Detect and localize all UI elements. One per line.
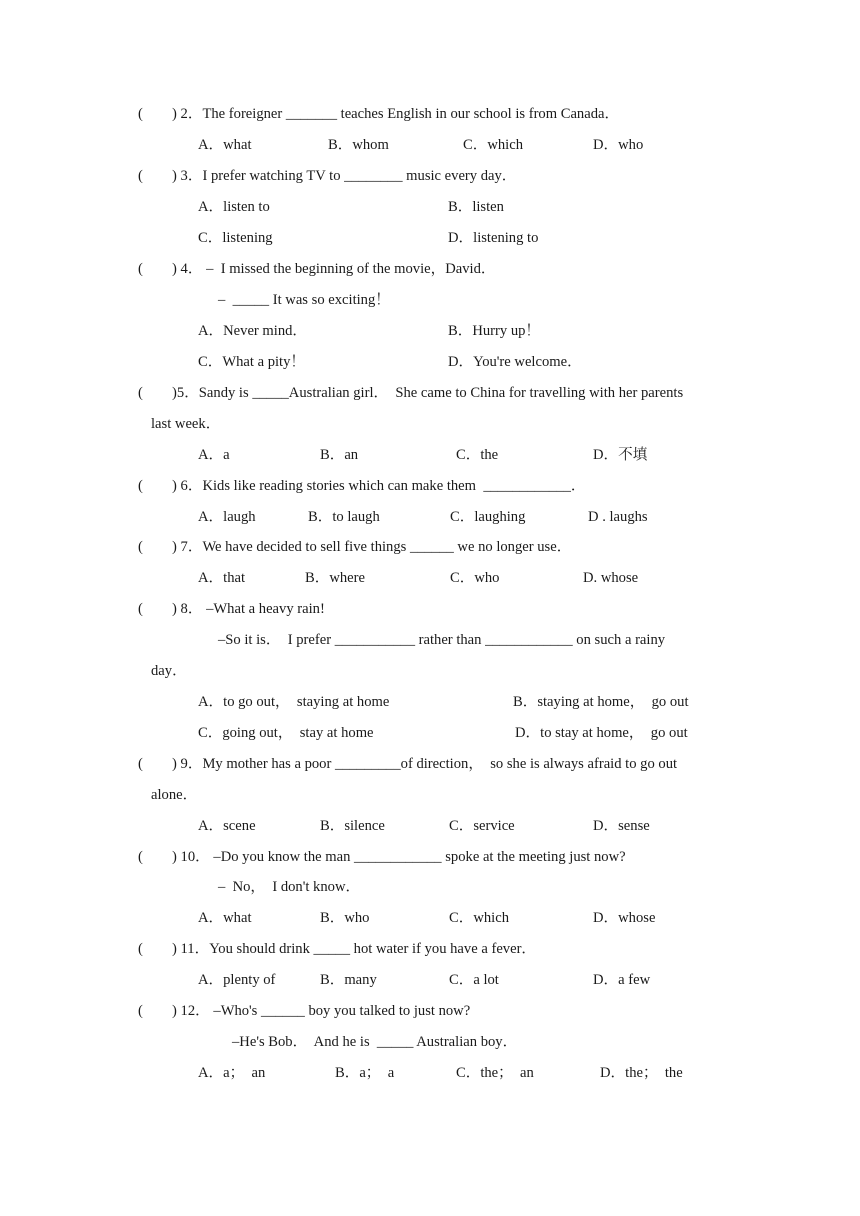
- question-5-stem-continued: last week．: [151, 416, 221, 432]
- question-12-option-d: D．the； the: [600, 1065, 683, 1081]
- question-9-stem-continued: alone．: [151, 787, 198, 803]
- question-8-option-c: C．going out， stay at home: [198, 725, 374, 741]
- question-2-option-b: B．whom: [328, 137, 389, 153]
- question-10-option-b: B．who: [320, 910, 370, 926]
- question-7-option-d: D. whose: [583, 570, 639, 586]
- question-5-stem: ( )5．Sandy is _____Australian girl． She came to China for travelling with her parents: [138, 385, 684, 401]
- question-4-option-c: C．What a pity！: [198, 354, 306, 370]
- question-4-option-b: B．Hurry up！: [448, 323, 541, 339]
- question-5-option-b: B．an: [320, 447, 359, 463]
- question-6-option-a: A．laugh: [198, 509, 256, 525]
- question-2-option-d: D．who: [593, 137, 644, 153]
- question-7-stem: ( ) 7．We have decided to sell five things ______ we no longer use．: [138, 539, 572, 555]
- question-8-option-d: D．to stay at home， go out: [515, 725, 688, 741]
- question-7-option-c: C．who: [450, 570, 500, 586]
- question-7-option-a: A．that: [198, 570, 246, 586]
- question-2-option-c: C．which: [463, 137, 523, 153]
- question-5-option-c: C．the: [456, 447, 499, 463]
- question-8-stem-continued: day．: [151, 663, 187, 679]
- question-9-stem: ( ) 9．My mother has a poor _________of direction， so she is always afraid to go out: [138, 756, 678, 772]
- question-4-option-d: D．You're welcome．: [448, 354, 582, 370]
- question-4-option-a: A．Never mind．: [198, 323, 308, 339]
- question-5-option-a: A．a: [198, 447, 230, 463]
- question-3-stem: ( ) 3．I prefer watching TV to ________ music every day．: [138, 168, 517, 184]
- question-3-option-c: C．listening: [198, 230, 273, 246]
- question-12-stem-end: boy you talked to just now?: [304, 1003, 471, 1019]
- question-6-stem-end: ．: [570, 478, 586, 494]
- question-8-response: –So it is． I prefer ___________ rather than ____________ on such a rainy: [218, 632, 666, 648]
- question-11-option-a: A．plenty of: [198, 972, 276, 988]
- question-12-response: –He's Bob． And he is: [232, 1034, 370, 1050]
- question-11-option-c: C．a lot: [449, 972, 499, 988]
- question-3-option-a: A．listen to: [198, 199, 270, 215]
- question-4-stem: ( ) 4． – I missed the beginning of the movie，David．: [138, 261, 496, 277]
- question-12-blank-2: _____: [376, 1034, 414, 1050]
- question-10-option-c: C．which: [449, 910, 509, 926]
- question-12-response-end: Australian boy．: [413, 1034, 518, 1050]
- question-12-blank: ______: [261, 1003, 305, 1019]
- question-8-stem: ( ) 8． –What a heavy rain!: [138, 601, 325, 617]
- question-3-option-b: B．listen: [448, 199, 504, 215]
- question-12-stem: ( ) 12． –Who's: [138, 1003, 258, 1019]
- question-10-stem: ( ) 10． –Do you know the man ____________ spoke at the meeting just now?: [138, 849, 626, 865]
- question-9-option-c: C．service: [449, 818, 515, 834]
- question-6-option-d: D . laughs: [588, 509, 648, 525]
- question-12-option-b: B．a； a: [335, 1065, 395, 1081]
- question-8-option-b: B．staying at home， go out: [513, 694, 689, 710]
- question-6-stem: ( ) 6．Kids like reading stories which can make them: [138, 478, 477, 494]
- question-12-option-c: C．the； an: [456, 1065, 534, 1081]
- question-9-option-a: A．scene: [198, 818, 256, 834]
- question-11-option-d: D．a few: [593, 972, 651, 988]
- question-8-option-a: A．to go out， staying at home: [198, 694, 390, 710]
- question-6-option-c: C．laughing: [450, 509, 526, 525]
- question-9-option-b: B．silence: [320, 818, 385, 834]
- question-2-option-a: A．what: [198, 137, 252, 153]
- question-6-blank: ____________: [483, 478, 571, 494]
- question-6-stem-line: [138, 476, 585, 496]
- question-5-option-d: D．不填: [593, 447, 648, 463]
- question-12-option-a: A．a； an: [198, 1065, 266, 1081]
- question-4-response: – _____ It was so exciting！: [218, 292, 390, 308]
- question-11-option-b: B．many: [320, 972, 377, 988]
- question-6-option-b: B．to laugh: [308, 509, 380, 525]
- question-9-option-d: D．sense: [593, 818, 650, 834]
- question-2-stem: ( ) 2．The foreigner _______ teaches English in our school is from Canada．: [138, 106, 620, 122]
- question-12-response-line: [232, 1032, 517, 1052]
- question-10-option-a: A．what: [198, 910, 252, 926]
- question-10-option-d: D．whose: [593, 910, 656, 926]
- question-3-option-d: D．listening to: [448, 230, 539, 246]
- question-11-stem: ( ) 11．You should drink _____ hot water if you have a fever．: [138, 941, 537, 957]
- question-12-stem-line: [138, 1001, 470, 1021]
- question-10-response: – No， I don't know．: [218, 879, 361, 895]
- question-7-option-b: B．where: [305, 570, 365, 586]
